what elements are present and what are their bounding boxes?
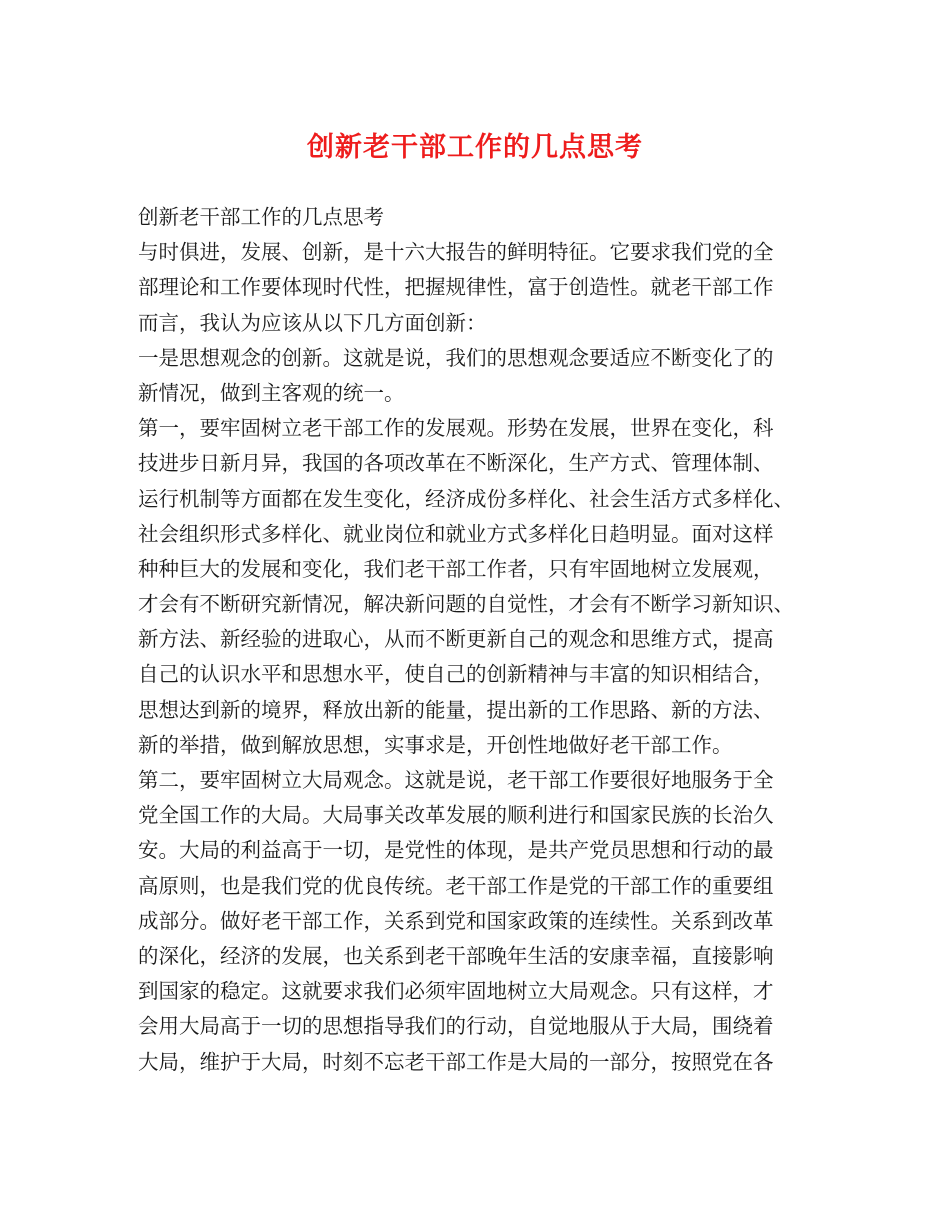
text-line: 第二，要牢固树立大局观念。这就是说，老干部工作要很好地服务于全	[138, 768, 774, 792]
text-line: 新情况，做到主客观的统一。	[138, 380, 405, 405]
text-line: 高原则，也是我们党的优良传统。老干部工作是党的干部工作的重要组	[138, 873, 774, 898]
text-line: 技进步日新月异，我国的各项改革在不断深化，生产方式、管理体制、	[138, 451, 774, 476]
text-line: 种种巨大的发展和变化，我们老干部工作者，只有牢固地树立发展观，	[138, 556, 774, 581]
text-line: 会用大局高于一切的思想指导我们的行动，自觉地服从于大局，围绕着	[138, 1014, 774, 1039]
text-line: 大局，维护于大局，时刻不忘老干部工作是大局的一部分，按照党在各	[138, 1049, 774, 1074]
text-line: 与时俱进，发展、创新，是十六大报告的鲜明特征。它要求我们党的全	[138, 240, 774, 265]
document-title: 创新老干部工作的几点思考	[307, 132, 643, 163]
text-line: 部理论和工作要体现时代性，把握规律性，富于创造性。就老干部工作	[138, 275, 774, 300]
text-line: 到国家的稳定。这就要求我们必须牢固地树立大局观念。只有这样，才	[138, 979, 774, 1004]
text-line: 新的举措，做到解放思想，实事求是，开创性地做好老干部工作。	[138, 732, 733, 757]
text-line: 社会组织形式多样化、就业岗位和就业方式多样化日趋明显。面对这样	[138, 521, 774, 546]
text-line: 新方法、新经验的进取心，从而不断更新自己的观念和思维方式，提高	[138, 627, 774, 652]
text-line: 自己的认识水平和思想水平，使自己的创新精神与丰富的知识相结合，	[138, 662, 774, 687]
text-line: 运行机制等方面都在发生变化，经济成份多样化、社会生活方式多样化、	[138, 486, 794, 511]
text-line: 而言，我认为应该从以下几方面创新：	[138, 310, 487, 335]
text-line: 第一，要牢固树立老干部工作的发展观。形势在发展，世界在变化，科	[138, 416, 774, 441]
text-line: 创新老干部工作的几点思考	[138, 205, 384, 229]
text-line: 一是思想观念的创新。这就是说，我们的思想观念要适应不断变化了的	[138, 345, 774, 370]
text-line: 安。大局的利益高于一切，是党性的体现，是共产党员思想和行动的最	[138, 838, 774, 863]
text-line: 的深化，经济的发展，也关系到老干部晚年生活的安康幸福，直接影响	[138, 943, 774, 968]
text-line: 成部分。做好老干部工作，关系到党和国家政策的连续性。关系到改革	[138, 908, 774, 933]
text-line: 思想达到新的境界，释放出新的能量，提出新的工作思路、新的方法、	[138, 697, 774, 722]
text-line: 党全国工作的大局。大局事关改革发展的顺利进行和国家民族的长治久	[138, 803, 774, 828]
text-line: 才会有不断研究新情况，解决新问题的自觉性，才会有不断学习新知识、	[138, 592, 794, 617]
document-body	[138, 200, 828, 1080]
